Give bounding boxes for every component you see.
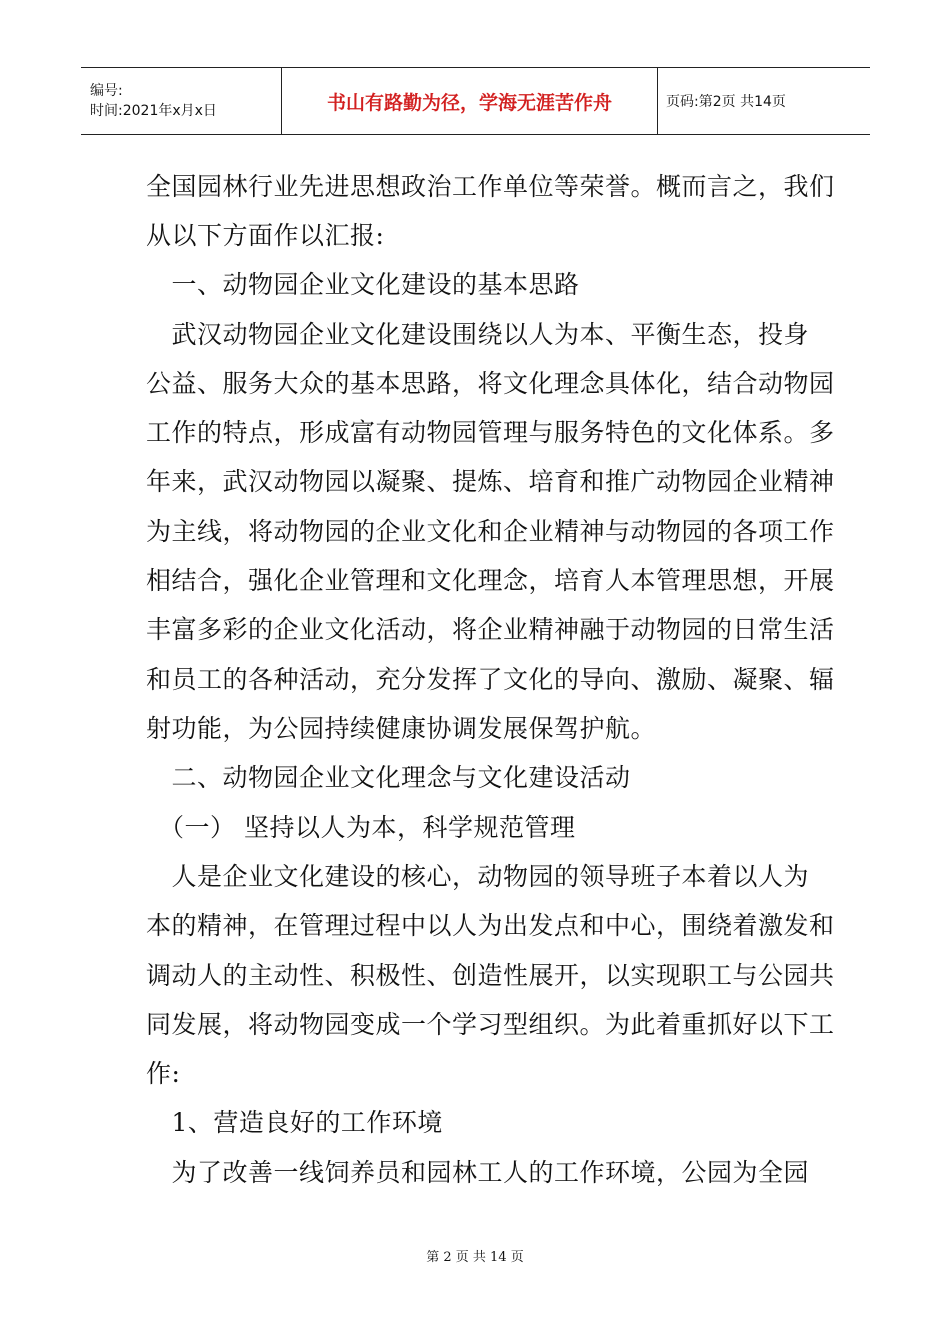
header-motto <box>282 68 658 134</box>
body-line: 全国园林行业先进思想政治工作单位等荣誉。概而言之，我们 <box>146 172 835 201</box>
subsection-heading: （一） 坚持以人为本，科学规范管理 <box>146 813 576 842</box>
motto-text: 书山有路勤为径，学海无涯苦作舟 <box>326 91 612 114</box>
body-line: 相结合，强化企业管理和文化理念，培育人本管理思想，开展 <box>146 566 835 595</box>
body-line: 为主线，将动物园的企业文化和企业精神与动物园的各项工作 <box>146 517 835 546</box>
body-line: 武汉动物园企业文化建设围绕以人为本、平衡生态，投身 <box>146 320 810 349</box>
number-label: 编号: <box>90 83 123 99</box>
body-line: 和员工的各种活动，充分发挥了文化的导向、激励、凝聚、辐 <box>146 665 835 694</box>
body-line: 为了改善一线饲养员和园林工人的工作环境，公园为全园 <box>146 1158 810 1187</box>
body-line: 丰富多彩的企业文化活动，将企业精神融于动物园的日常生活 <box>146 615 835 644</box>
document-header <box>81 67 870 135</box>
page-label: 页码:第2页 共14页 <box>666 94 786 110</box>
body-line: 人是企业文化建设的核心，动物园的领导班子本着以人为 <box>146 862 810 891</box>
body-line: 公益、服务大众的基本思路，将文化理念具体化，结合动物园 <box>146 369 835 398</box>
section-heading: 二、动物园企业文化理念与文化建设活动 <box>146 763 631 792</box>
section-heading: 一、动物园企业文化建设的基本思路 <box>146 270 580 299</box>
body-line: 工作的特点，形成富有动物园管理与服务特色的文化体系。多 <box>146 418 835 447</box>
header-meta <box>81 68 282 134</box>
body-line: 射功能，为公园持续健康协调发展保驾护航。 <box>146 714 657 743</box>
page-footer: 第 2 页 共 14 页 <box>426 1250 524 1265</box>
body-line: 从以下方面作以汇报: <box>146 221 385 250</box>
body-line: 同发展，将动物园变成一个学习型组织。为此着重抓好以下工 <box>146 1010 835 1039</box>
time-label: 时间:2021年x月x日 <box>90 103 217 119</box>
body-line: 作: <box>146 1059 181 1088</box>
body-line: 调动人的主动性、积极性、创造性展开，以实现职工与公园共 <box>146 961 835 990</box>
body-line: 本的精神，在管理过程中以人为出发点和中心，围绕着激发和 <box>146 911 835 940</box>
body-line: 年来，武汉动物园以凝聚、提炼、培育和推广动物园企业精神 <box>146 467 835 496</box>
item-heading: 1、营造良好的工作环境 <box>146 1108 443 1137</box>
header-page <box>658 68 870 134</box>
